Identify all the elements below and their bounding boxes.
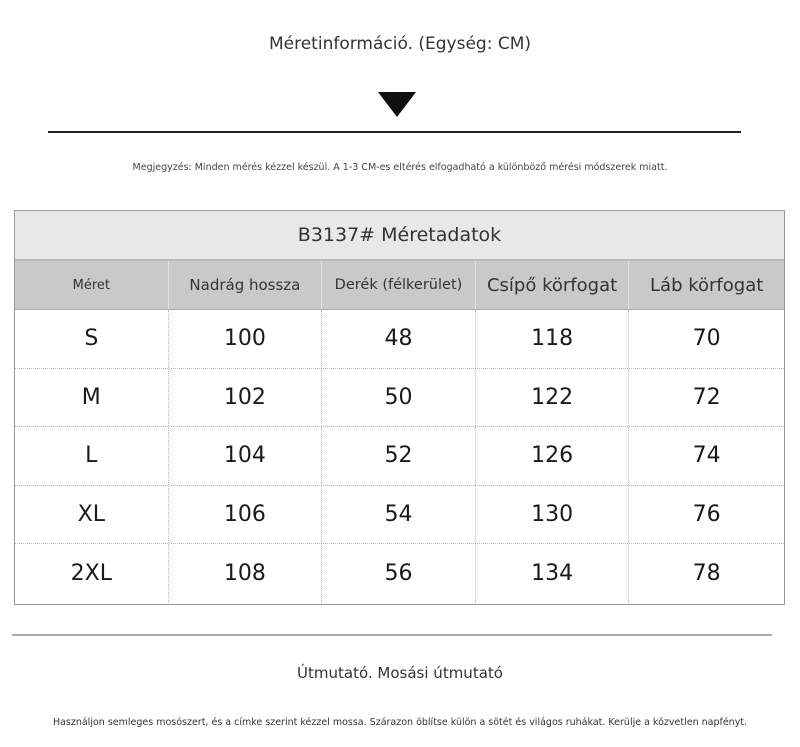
- table-cell: 134: [476, 544, 630, 603]
- table-cell: 54: [322, 486, 476, 544]
- table-cell: 108: [169, 544, 323, 603]
- table-row: [15, 310, 784, 369]
- table-row: [15, 486, 784, 545]
- table-cell: 126: [476, 427, 630, 485]
- divider: [48, 131, 741, 133]
- column-header-pants-length: Nadrág hossza: [169, 261, 323, 309]
- table-cell: M: [15, 369, 169, 427]
- column-header-hip: Csípő körfogat: [476, 261, 630, 309]
- table-row: [15, 427, 784, 486]
- table-cell: 70: [692, 326, 721, 352]
- column-header-size: Méret: [15, 261, 169, 309]
- table-cell: 48: [322, 310, 476, 368]
- table-cell: 76: [692, 502, 721, 528]
- divider: [12, 634, 772, 636]
- table-cell: 2XL: [15, 544, 169, 603]
- wash-guide-title: Útmutató. Mosási útmutató: [297, 664, 503, 682]
- table-cell: 122: [476, 369, 630, 427]
- table-cell: 52: [322, 427, 476, 485]
- table-cell: 78: [692, 561, 721, 587]
- table-cell: L: [15, 427, 169, 485]
- measurement-note: Megjegyzés: Minden mérés kézzel készül. A 1-3 CM-es eltérés elfogadható a különböző mérési módszerek miatt.: [132, 162, 668, 173]
- column-header-leg: Láb körfogat: [650, 274, 764, 296]
- table-cell: 74: [692, 443, 721, 469]
- table-cell: 72: [692, 384, 721, 410]
- table-header-row: [15, 261, 784, 310]
- table-cell: 130: [476, 486, 630, 544]
- wash-guide-text: Használjon semleges mosószert, és a címke szerint kézzel mossa. Szárazon öblítse külön a sötét és világos ruhákat. Kerülje a közvetlen napfényt.: [52, 717, 748, 728]
- size-info-title: Méretinformáció. (Egység: CM): [268, 34, 532, 54]
- table-title: B3137# Méretadatok: [15, 211, 784, 261]
- column-header-waist: Derék (félkerület): [322, 261, 476, 309]
- table-cell: 50: [322, 369, 476, 427]
- table-cell: 102: [169, 369, 323, 427]
- table-row: [15, 369, 784, 428]
- table-cell: 56: [322, 544, 476, 603]
- table-cell: XL: [15, 486, 169, 544]
- table-cell: 118: [476, 310, 630, 368]
- table-cell: 106: [169, 486, 323, 544]
- size-table: [14, 210, 785, 605]
- table-cell: S: [15, 310, 169, 368]
- table-cell: 100: [169, 310, 323, 368]
- table-row: [15, 544, 784, 603]
- table-cell: 104: [169, 427, 323, 485]
- down-arrow-icon: [378, 92, 416, 117]
